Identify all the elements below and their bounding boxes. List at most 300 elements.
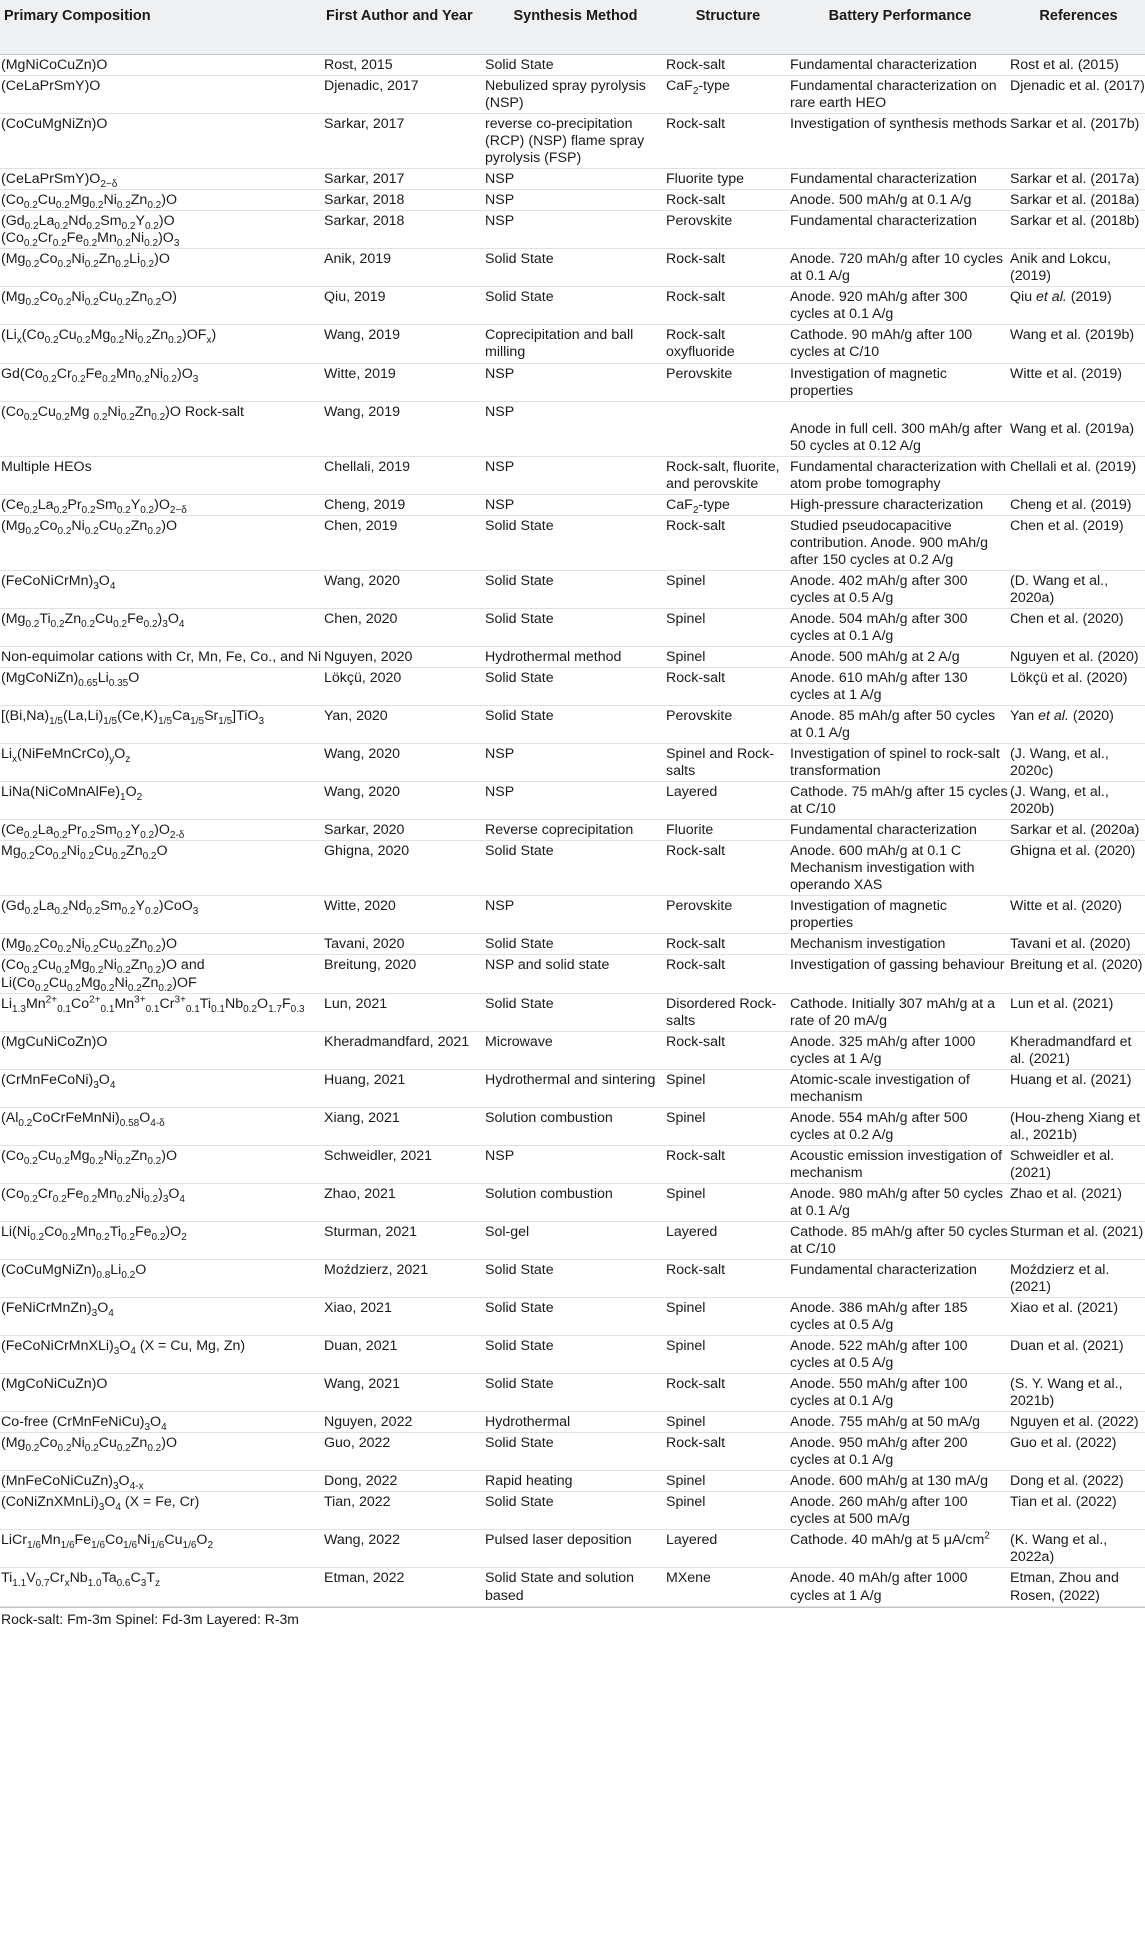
col-synthesis-method-cell: Hydrothermal method xyxy=(485,648,622,665)
col-first-author-cell: Nguyen, 2020 xyxy=(324,648,413,665)
col-synthesis-method-cell: Solid State xyxy=(485,289,554,306)
col-references-cell: Lökçü et al. (2020) xyxy=(1010,670,1128,686)
col-battery-performance-cell: High-pressure characterization xyxy=(790,496,984,513)
col-structure-cell: Disordered Rock-salts xyxy=(666,995,777,1029)
col-battery-performance-cell: Anode. 600 mAh/g at 130 mA/g xyxy=(790,1473,988,1490)
col-structure-cell: Spinel xyxy=(666,572,706,589)
col-battery-performance-cell: Cathode. 75 mAh/g after 15 cycles at C/10 xyxy=(790,784,1008,818)
col-synthesis-method-cell: Reverse coprecipitation xyxy=(485,822,634,839)
col-first-author-cell: Tian, 2022 xyxy=(324,1494,391,1511)
col-references-cell: Dong et al. (2022) xyxy=(1010,1473,1124,1490)
col-battery-performance-cell: Anode. 720 mAh/g after 10 cycles at 0.1 A/g xyxy=(790,251,1003,285)
col-synthesis-method-cell: Nebulized spray pyrolysis (NSP) xyxy=(485,78,646,112)
col-battery-performance-header: Battery Performance xyxy=(788,0,1008,55)
col-references-cell: (J. Wang, et al., 2020c) xyxy=(1010,746,1109,780)
col-battery-performance-cell: Investigation of spinel to rock-salt transformation xyxy=(790,746,1000,780)
col-battery-performance-cell: Anode. 920 mAh/g after 300 cycles at 0.1 A/g xyxy=(790,289,968,323)
col-first-author-cell: Yan, 2020 xyxy=(324,708,388,725)
col-primary-composition-cell: $(MgCoNiZn)_{0.65}Li_{0.35}O$ xyxy=(1,670,140,689)
col-primary-composition-cell: $(Mg_{0.2}Co_{0.2}Ni_{0.2}Cu_{0.2}Zn_{0.2})O$ xyxy=(1,517,177,537)
col-first-author-cell: Duan, 2021 xyxy=(324,1338,398,1355)
col-synthesis-method-cell: Sol-gel xyxy=(485,1223,530,1240)
col-primary-composition-cell: (CeLaPrSmY)O xyxy=(1,78,101,95)
col-structure-cell: CaF$_2$-type xyxy=(666,496,730,516)
col-synthesis-method-cell: Solid State xyxy=(485,1376,554,1393)
col-primary-composition-cell: $(Gd_{0.2}La_{0.2}Nd_{0.2}Sm_{0.2}Y_{0.2})CoO_3$ xyxy=(1,898,199,918)
col-first-author-cell: Lökçü, 2020 xyxy=(324,670,402,686)
col-battery-performance-cell: Acoustic emission investigation of mechanism xyxy=(790,1147,1003,1181)
col-primary-composition-cell: $Li(Ni_{0.2}Co_{0.2}Mn_{0.2}Ti_{0.2}Fe_{0.2})O_2$ xyxy=(1,1223,187,1243)
col-synthesis-method-cell: Hydrothermal xyxy=(485,1414,571,1431)
col-battery-performance-cell: Anode. 522 mAh/g after 100 cycles at 0.5 A/g xyxy=(790,1338,968,1372)
col-primary-composition-cell: $[(Bi,Na)_{1/5}(La,Li)_{1/5}(Ce,K)_{1/5}Ca_{1/5}Sr_{1/5}]TiO_3$ xyxy=(1,708,265,727)
col-synthesis-method-cell: Microwave xyxy=(485,1033,553,1050)
col-synthesis-method-cell: Solid State xyxy=(485,1338,554,1355)
col-references-cell: Nguyen et al. (2020) xyxy=(1010,648,1139,665)
col-first-author-cell: Chellali, 2019 xyxy=(324,458,410,475)
table-row xyxy=(0,401,1145,456)
col-first-author-cell: Cheng, 2019 xyxy=(324,496,406,513)
table-row xyxy=(0,515,1145,570)
col-battery-performance-cell: Anode. 504 mAh/g after 300 cycles at 0.1 A/g xyxy=(790,610,968,644)
col-references-cell: Sarkar et al. (2017b) xyxy=(1010,116,1140,133)
col-synthesis-method-cell: Solid State xyxy=(485,517,554,534)
col-synthesis-method-cell: NSP xyxy=(485,784,515,801)
col-primary-composition-cell: $(Ce_{0.2}La_{0.2}Pr_{0.2}Sm_{0.2}Y_{0.2})O_{2-\delta}$ xyxy=(1,496,187,516)
col-primary-composition-cell: $(Co_{0.2}Cr_{0.2}Fe_{0.2}Mn_{0.2}Ni_{0.2})_3O_4$ xyxy=(1,1185,185,1205)
col-primary-composition-cell: $LiCr_{1/6}Mn_{1/6}Fe_{1/6}Co_{1/6}Ni_{1/6}Cu_{1/6}O_2$ xyxy=(1,1532,214,1552)
col-references-cell: Chen et al. (2020) xyxy=(1010,610,1124,627)
col-primary-composition-cell: $(MnFeCoNiCuZn)_3O_{4-x}$ xyxy=(1,1473,144,1493)
col-first-author-cell: Sarkar, 2017 xyxy=(324,116,405,133)
col-battery-performance-cell: Cathode. 85 mAh/g after 50 cycles at C/10 xyxy=(790,1223,1008,1257)
col-first-author-cell: Sturman, 2021 xyxy=(324,1223,418,1240)
col-structure-cell: Perovskite xyxy=(666,213,733,230)
col-structure-cell: Rock-salt xyxy=(666,192,726,209)
col-battery-performance-cell: Anode. 755 mAh/g at 50 mA/g xyxy=(790,1414,981,1431)
col-battery-performance-cell: Cathode. 90 mAh/g after 100 cycles at C/10 xyxy=(790,327,973,361)
col-synthesis-method-cell: Solid State xyxy=(485,843,554,860)
col-first-author-cell: Chen, 2019 xyxy=(324,517,398,534)
table-row xyxy=(0,646,1145,667)
col-first-author-cell: Xiao, 2021 xyxy=(324,1300,392,1317)
table-row xyxy=(0,1107,1145,1145)
col-first-author-cell: Anik, 2019 xyxy=(324,251,392,268)
col-references-cell: Moździerz et al. (2021) xyxy=(1010,1261,1110,1295)
col-primary-composition-cell: $(CoCuMgNiZn)_{0.8}Li_{0.2}O$ xyxy=(1,1261,147,1281)
table-row xyxy=(0,363,1145,401)
col-references-cell: Xiao et al. (2021) xyxy=(1010,1300,1119,1317)
col-references-cell: Anik and Lokcu, (2019) xyxy=(1010,251,1111,285)
col-first-author-cell: Witte, 2020 xyxy=(324,898,396,915)
col-synthesis-method-cell: Solution combustion xyxy=(485,1185,613,1202)
col-references-cell: Wang et al. (2019b) xyxy=(1010,327,1135,344)
col-battery-performance-cell: Fundamental characterization xyxy=(790,822,977,839)
table-row xyxy=(0,1145,1145,1183)
col-structure-cell: Rock-salt xyxy=(666,1033,726,1050)
col-references-cell: (Hou-zheng Xiang et al., 2021b) xyxy=(1010,1109,1141,1143)
table-row xyxy=(0,287,1145,325)
col-references-cell: Zhao et al. (2021) xyxy=(1010,1185,1122,1202)
col-primary-composition-cell: $(Gd_{0.2}La_{0.2}Nd_{0.2}Sm_{0.2}Y_{0.2})O$ $(Co_{0.2}Cr_{0.2}Fe_{0.2}Mn_{0.2}Ni_{0.2})O_3$ xyxy=(1,213,180,250)
col-structure-cell: Spinel xyxy=(666,1109,706,1126)
col-structure-cell: Perovskite xyxy=(666,708,733,725)
col-synthesis-method-cell: Solid State xyxy=(485,708,554,725)
col-battery-performance-cell: Anode. 600 mAh/g at 0.1 C Mechanism investigation with operando XAS xyxy=(790,843,975,894)
col-primary-composition-cell: $(FeNiCrMnZn)_3O_4$ xyxy=(1,1300,114,1319)
table-row xyxy=(0,1492,1145,1530)
col-references-cell: Lun et al. (2021) xyxy=(1010,995,1114,1012)
col-structure-cell: Rock-salt xyxy=(666,843,726,860)
col-first-author-cell: Nguyen, 2022 xyxy=(324,1414,413,1431)
col-structure-cell: Rock-salt xyxy=(666,1261,726,1278)
col-primary-composition-cell: $(Mg_{0.2}Co_{0.2}Ni_{0.2}Cu_{0.2}Zn_{0.2})O$ xyxy=(1,936,177,956)
col-structure-cell: Spinel xyxy=(666,1494,706,1511)
col-battery-performance-cell: Anode. 260 mAh/g after 100 cycles at 500 mA/g xyxy=(790,1494,968,1528)
col-structure-cell: Rock-salt oxyfluoride xyxy=(666,327,735,361)
col-first-author-cell: Qiu, 2019 xyxy=(324,289,386,306)
col-structure-cell: Layered xyxy=(666,1532,718,1549)
col-first-author-cell: Wang, 2019 xyxy=(324,327,400,344)
col-structure-cell: Rock-salt xyxy=(666,251,726,268)
col-synthesis-method-cell: Hydrothermal and sintering xyxy=(485,1071,656,1088)
col-synthesis-method-cell: NSP xyxy=(485,898,515,915)
col-primary-composition-cell: $Mg_{0.2}Co_{0.2}Ni_{0.2}Cu_{0.2}Zn_{0.2}O$ xyxy=(1,843,168,863)
col-references-cell: (S. Y. Wang et al., 2021b) xyxy=(1010,1376,1123,1410)
col-references-cell: (J. Wang, et al., 2020b) xyxy=(1010,784,1109,818)
col-battery-performance-cell: Anode. 950 mAh/g after 200 cycles at 0.1 A/g xyxy=(790,1435,968,1469)
col-battery-performance-cell: Anode. 40 mAh/g after 1000 cycles at 1 A/g xyxy=(790,1570,968,1604)
col-first-author-cell: Sarkar, 2018 xyxy=(324,192,405,209)
col-battery-performance-cell: Fundamental characterization with atom probe tomography xyxy=(790,458,1007,492)
col-references-cell: Kheradmandfard et al. (2021) xyxy=(1010,1033,1132,1067)
col-synthesis-method-cell: Solid State xyxy=(485,1261,554,1278)
col-structure-cell: Rock-salt xyxy=(666,957,726,974)
col-structure-cell: Rock-salt xyxy=(666,1147,726,1164)
col-first-author-cell: Wang, 2020 xyxy=(324,572,400,589)
col-battery-performance-cell: Fundamental characterization xyxy=(790,171,977,188)
col-structure-cell: Layered xyxy=(666,1223,718,1240)
col-synthesis-method-cell: NSP xyxy=(485,403,515,420)
col-references-cell: Sarkar et al. (2017a) xyxy=(1010,171,1140,188)
col-first-author-cell: Ghigna, 2020 xyxy=(324,843,410,860)
col-synthesis-method-cell: Solid State xyxy=(485,610,554,627)
col-synthesis-method-cell: Solid State xyxy=(485,995,554,1012)
col-first-author-cell: Etman, 2022 xyxy=(324,1570,405,1587)
col-synthesis-method-cell: Solid State xyxy=(485,251,554,268)
col-primary-composition-cell: $(Co_{0.2}Cu_{0.2}Mg_{0.2}Ni_{0.2}Zn_{0.2})O$ xyxy=(1,1147,177,1167)
col-primary-composition-cell: $LiNa(NiCoMnAlFe)_1O_2$ xyxy=(1,784,143,804)
col-references-cell: (D. Wang et al., 2020a) xyxy=(1010,572,1109,606)
col-structure-cell: Rock-salt xyxy=(666,289,726,306)
table-row xyxy=(0,1221,1145,1259)
col-references-cell: (K. Wang et al., 2022a) xyxy=(1010,1532,1108,1566)
col-structure-cell: Rock-salt xyxy=(666,517,726,534)
col-structure-cell: Spinel xyxy=(666,610,706,627)
col-synthesis-method-cell: NSP xyxy=(485,213,515,230)
table-row xyxy=(0,1069,1145,1107)
table-row xyxy=(0,169,1145,190)
col-references-cell: Chellali et al. (2019) xyxy=(1010,458,1137,475)
col-references-cell: Guo et al. (2022) xyxy=(1010,1435,1117,1452)
col-references-cell: Witte et al. (2020) xyxy=(1010,898,1122,915)
col-structure-cell: Rock-salt xyxy=(666,670,726,686)
col-first-author-cell: Tavani, 2020 xyxy=(324,936,405,953)
col-references-cell: Sarkar et al. (2018a) xyxy=(1010,192,1140,209)
table-row xyxy=(0,608,1145,646)
table-row xyxy=(0,706,1145,744)
col-references-cell: Yan et al. (2020) xyxy=(1010,708,1114,725)
col-primary-composition-cell: Multiple HEOs xyxy=(1,458,92,475)
col-primary-composition-cell: ($Co_{0.2}Cu_{0.2}Mg$ $_{0.2}Ni_{0.2}Zn_{0.2})O$ Rock-salt xyxy=(1,403,244,423)
col-structure-cell: Rock-salt xyxy=(666,936,726,953)
col-battery-performance-cell: Anode. 980 mAh/g after 50 cycles at 0.1 A/g xyxy=(790,1185,1003,1219)
col-primary-composition-cell: (MgCoNiCuZn)O xyxy=(1,1376,108,1393)
table-row xyxy=(0,211,1145,249)
col-first-author-cell: Wang, 2022 xyxy=(324,1532,400,1549)
table-row xyxy=(0,1298,1145,1336)
col-references-cell: Nguyen et al. (2022) xyxy=(1010,1414,1139,1431)
col-first-author-cell: Xiang, 2021 xyxy=(324,1109,400,1126)
col-first-author-cell: Witte, 2019 xyxy=(324,365,396,382)
col-synthesis-method-cell: NSP xyxy=(485,171,515,188)
col-structure-cell: Layered xyxy=(666,784,718,801)
col-first-author-cell: Breitung, 2020 xyxy=(324,957,417,974)
col-first-author-cell: Kheradmandfard, 2021 xyxy=(324,1033,470,1050)
col-first-author-cell: Guo, 2022 xyxy=(324,1435,391,1452)
col-battery-performance-cell: Anode. 554 mAh/g after 500 cycles at 0.2 A/g xyxy=(790,1109,968,1143)
col-primary-composition-cell: (MgCuNiCoZn)O xyxy=(1,1033,108,1050)
col-primary-composition-cell: $(Mg_{0.2}Co_{0.2}Ni_{0.2}Cu_{0.2}Zn_{0.2}O)$ xyxy=(1,289,177,309)
col-references-cell: Sturman et al. (2021) xyxy=(1010,1223,1144,1240)
col-battery-performance-cell: Studied pseudocapacitive contribution. Anode. 900 mAh/g after 150 cycles at 0.2 A/g xyxy=(790,517,988,568)
col-battery-performance-cell: Anode. 402 mAh/g after 300 cycles at 0.5 A/g xyxy=(790,572,968,606)
col-battery-performance-cell: Anode. 386 mAh/g after 185 cycles at 0.5 A/g xyxy=(790,1300,968,1334)
col-structure-cell: Rock-salt xyxy=(666,1376,726,1393)
col-structure-cell: Rock-salt xyxy=(666,1435,726,1452)
col-synthesis-method-cell: NSP xyxy=(485,458,515,475)
col-structure-cell: Spinel and Rock-salts xyxy=(666,746,775,780)
col-primary-composition-cell: $(CrMnFeCoNi)_3O_4$ xyxy=(1,1071,116,1091)
col-synthesis-method-cell: Solid State xyxy=(485,1435,554,1452)
table-row xyxy=(0,820,1145,841)
table-row xyxy=(0,896,1145,934)
col-first-author-cell: Sarkar, 2018 xyxy=(324,213,405,230)
col-battery-performance-cell: Investigation of magnetic properties xyxy=(790,898,947,932)
table-row xyxy=(0,1530,1145,1568)
col-references-cell: Sarkar et al. (2018b) xyxy=(1010,213,1140,230)
table-row xyxy=(0,1031,1145,1069)
col-synthesis-method-cell: Solid State xyxy=(485,670,554,686)
col-battery-performance-cell: Fundamental characterization xyxy=(790,1261,977,1278)
table-row xyxy=(0,55,1145,76)
col-primary-composition-cell: $(Li_x(Co_{0.2}Cu_{0.2}Mg_{0.2}Ni_{0.2}Zn_{0.2})OF_x)$ xyxy=(1,327,217,347)
col-primary-composition-cell: $(FeCoNiCrMn)_3O_4$ xyxy=(1,572,116,592)
col-synthesis-method-cell: NSP xyxy=(485,1147,515,1164)
col-references-header: References xyxy=(1008,0,1145,55)
col-references-cell: Chen et al. (2019) xyxy=(1010,517,1124,534)
col-synthesis-method-cell: NSP xyxy=(485,192,515,209)
table-row xyxy=(0,993,1145,1031)
col-structure-cell: Fluorite type xyxy=(666,171,745,188)
col-structure-cell: Spinel xyxy=(666,1473,706,1490)
table-row xyxy=(0,1374,1145,1412)
col-first-author-cell: Djenadic, 2017 xyxy=(324,78,419,95)
col-first-author-cell: Wang, 2019 xyxy=(324,403,400,420)
table-row xyxy=(0,1183,1145,1221)
table-row xyxy=(0,249,1145,287)
col-first-author-cell: Chen, 2020 xyxy=(324,610,398,627)
col-references-cell: Duan et al. (2021) xyxy=(1010,1338,1124,1355)
col-primary-composition-cell: $(Co_{0.2}Cu_{0.2}Mg_{0.2}Ni_{0.2}Zn_{0.2})O$ and $Li(Co_{0.2}Cu_{0.2}Mg_{0.2}Ni_{0.2}Zn_{0.2})OF$ xyxy=(1,957,205,994)
col-structure-cell: Spinel xyxy=(666,648,706,665)
col-synthesis-method-cell: Coprecipitation and ball milling xyxy=(485,327,634,361)
col-references-cell: Sarkar et al. (2020a) xyxy=(1010,822,1140,839)
table-row xyxy=(0,841,1145,896)
table-row xyxy=(0,668,1145,706)
col-structure-cell: Spinel xyxy=(666,1185,706,1202)
col-battery-performance-cell: Mechanism investigation xyxy=(790,936,946,953)
col-battery-performance-cell: Investigation of magnetic properties xyxy=(790,365,947,399)
col-first-author-cell: Wang, 2020 xyxy=(324,784,400,801)
table-row xyxy=(0,114,1145,169)
col-synthesis-method-cell: Solid State xyxy=(485,1494,554,1511)
col-structure-cell: Rock-salt xyxy=(666,116,726,133)
col-first-author-cell: Lun, 2021 xyxy=(324,995,388,1012)
col-structure-cell xyxy=(664,401,788,456)
table-header xyxy=(0,0,1145,55)
col-first-author-cell: Zhao, 2021 xyxy=(324,1185,396,1202)
col-structure-header: Structure xyxy=(664,0,788,55)
col-battery-performance-cell: Investigation of synthesis methods xyxy=(790,116,1007,133)
col-references-cell: Ghigna et al. (2020) xyxy=(1010,843,1136,860)
col-primary-composition-cell: $Gd(Co_{0.2}Cr_{0.2}Fe_{0.2}Mn_{0.2}Ni_{0.2})O_3$ xyxy=(1,365,199,385)
col-primary-composition-cell: $(Mg_{0.2}Co_{0.2}Ni_{0.2}Zn_{0.2}Li_{0.2})O$ xyxy=(1,251,170,271)
col-synthesis-method-cell: Solution combustion xyxy=(485,1109,613,1126)
col-first-author-header: First Author and Year xyxy=(322,0,483,55)
table-row xyxy=(0,570,1145,608)
col-references-cell: Qiu et al. (2019) xyxy=(1010,289,1112,306)
col-first-author-cell: Wang, 2021 xyxy=(324,1376,400,1393)
col-battery-performance-cell: Fundamental characterization xyxy=(790,213,977,230)
col-first-author-cell: Wang, 2020 xyxy=(324,746,400,763)
col-synthesis-method-cell: NSP and solid state xyxy=(485,957,610,974)
col-synthesis-method-cell: Solid State xyxy=(485,1300,554,1317)
col-references-cell: Wang et al. (2019a) xyxy=(1010,420,1135,437)
col-primary-composition-cell: (MgNiCoCuZn)O xyxy=(1,57,108,73)
header-row xyxy=(0,0,1145,55)
col-primary-composition-cell: $Li_{1.3}Mn^{2+}_{0.1}Co^{2+}_{0.1}Mn^{3+}_{0.1}Cr^{3+}_{0.1}Ti_{0.1}Nb_{0.2}O_{1.7}F_{0.3}$ xyxy=(1,993,305,1015)
col-structure-cell: MXene xyxy=(666,1570,711,1587)
table-row xyxy=(0,190,1145,211)
col-primary-composition-cell: (CoCuMgNiZn)O xyxy=(1,116,108,133)
col-synthesis-method-cell: NSP xyxy=(485,746,515,763)
table-row xyxy=(0,1433,1145,1471)
col-first-author-cell: Rost, 2015 xyxy=(324,57,393,73)
col-battery-performance-cell: Anode. 610 mAh/g after 130 cycles at 1 A/g xyxy=(790,670,968,704)
col-synthesis-method-cell: Solid State xyxy=(485,572,554,589)
table-row xyxy=(0,782,1145,820)
col-first-author-cell: Schweidler, 2021 xyxy=(324,1147,433,1164)
col-synthesis-method-cell: Pulsed laser deposition xyxy=(485,1532,632,1549)
col-primary-composition-cell: $(Ce_{0.2}La_{0.2}Pr_{0.2}Sm_{0.2}Y_{0.2})O_{2-\delta}$ xyxy=(1,822,185,842)
col-references-cell: Etman, Zhou and Rosen, (2022) xyxy=(1010,1570,1119,1604)
col-synthesis-method-cell: NSP xyxy=(485,365,515,382)
col-first-author-cell: Sarkar, 2020 xyxy=(324,822,405,839)
col-primary-composition-cell: $(Mg_{0.2}Co_{0.2}Ni_{0.2}Cu_{0.2}Zn_{0.2})O$ xyxy=(1,1435,177,1455)
col-primary-composition-header: Primary Composition xyxy=(0,0,322,55)
table-row xyxy=(0,744,1145,782)
col-battery-performance-cell: Anode. 500 mAh/g at 2 A/g xyxy=(790,648,960,665)
col-battery-performance-cell: Anode in full cell. 300 mAh/g after 50 cycles at 0.12 A/g xyxy=(790,420,1003,454)
col-structure-cell: Spinel xyxy=(666,1338,706,1355)
col-primary-composition-cell: $(Co_{0.2}Cu_{0.2}Mg_{0.2}Ni_{0.2}Zn_{0.2})O$ xyxy=(1,192,177,212)
table-row xyxy=(0,1336,1145,1374)
col-first-author-cell: Huang, 2021 xyxy=(324,1071,406,1088)
col-synthesis-method-cell: NSP xyxy=(485,496,515,513)
col-battery-performance-cell: Atomic-scale investigation of mechanism xyxy=(790,1071,970,1105)
col-references-cell: Tavani et al. (2020) xyxy=(1010,936,1131,953)
col-first-author-cell: Dong, 2022 xyxy=(324,1473,398,1490)
col-references-cell: Cheng et al. (2019) xyxy=(1010,496,1132,513)
col-battery-performance-cell: Fundamental characterization xyxy=(790,57,977,73)
col-primary-composition-cell: $(Mg_{0.2}Ti_{0.2}Zn_{0.2}Cu_{0.2}Fe_{0.2})_3O_4$ xyxy=(1,610,185,630)
col-first-author-cell: Moździerz, 2021 xyxy=(324,1261,429,1278)
col-structure-cell: Perovskite xyxy=(666,365,733,382)
col-structure-cell: Rock-salt, fluorite, and perovskite xyxy=(666,458,780,492)
col-structure-cell: Spinel xyxy=(666,1071,706,1088)
col-references-cell: Tian et al. (2022) xyxy=(1010,1494,1117,1511)
col-synthesis-method-cell: Solid State xyxy=(485,57,554,73)
col-battery-performance-cell: Anode. 325 mAh/g after 1000 cycles at 1 A/g xyxy=(790,1033,976,1067)
col-battery-performance-cell: Anode. 550 mAh/g after 100 cycles at 0.1 A/g xyxy=(790,1376,968,1410)
col-primary-composition-cell: Non-equimolar cations with Cr, Mn, Fe, Co., and Ni xyxy=(1,648,322,665)
col-structure-cell: Spinel xyxy=(666,1414,706,1431)
col-battery-performance-cell: Anode. 500 mAh/g at 0.1 A/g xyxy=(790,192,972,209)
table-row xyxy=(0,76,1145,114)
col-first-author-cell: Sarkar, 2017 xyxy=(324,171,405,188)
col-references-cell: Djenadic et al. (2017) xyxy=(1010,78,1145,95)
table-row xyxy=(0,1568,1145,1606)
col-battery-performance-cell: Cathode. Initially 307 mAh/g at a rate of 20 mA/g xyxy=(790,995,996,1029)
col-references-cell: Rost et al. (2015) xyxy=(1010,57,1119,73)
col-battery-performance-cell: Investigation of gassing behaviour xyxy=(790,957,1005,974)
col-primary-composition-cell: $(CoNiZnXMnLi)_3O_4$ (X = Fe, Cr) xyxy=(1,1494,200,1514)
col-structure-cell: Rock-salt xyxy=(666,57,726,73)
table-row xyxy=(0,494,1145,515)
table-body xyxy=(0,55,1145,1607)
col-battery-performance-cell: Fundamental characterization on rare earth HEO xyxy=(790,78,997,112)
col-references-cell: Witte et al. (2019) xyxy=(1010,365,1122,382)
col-references-cell: Huang et al. (2021) xyxy=(1010,1071,1132,1088)
table-row xyxy=(0,456,1145,494)
col-structure-cell: Fluorite xyxy=(666,822,714,839)
col-primary-composition-cell: $(CeLaPrSmY)O_{2-\delta}$ xyxy=(1,171,118,191)
table-row xyxy=(0,1412,1145,1433)
col-structure-cell: Spinel xyxy=(666,1300,706,1317)
table-row xyxy=(0,1471,1145,1492)
table-row xyxy=(0,955,1145,993)
table-row xyxy=(0,1259,1145,1297)
col-battery-performance-cell: Anode. 85 mAh/g after 50 cycles at 0.1 A/g xyxy=(790,708,996,742)
table-footnote: Rock-salt: Fm-3m Spinel: Fd-3m Layered: R-3m xyxy=(0,1607,1145,1630)
col-primary-composition-cell: Co-free $(CrMnFeNiCu)_3O_4$ xyxy=(1,1414,167,1434)
col-battery-performance-cell: Cathode. 40 mAh/g at 5 $\mu A/cm^2$ xyxy=(790,1530,990,1549)
table-row xyxy=(0,934,1145,955)
col-references-cell: Schweidler et al. (2021) xyxy=(1010,1147,1115,1181)
col-structure-cell: CaF$_2$-type xyxy=(666,78,730,97)
col-structure-cell: Perovskite xyxy=(666,898,733,915)
